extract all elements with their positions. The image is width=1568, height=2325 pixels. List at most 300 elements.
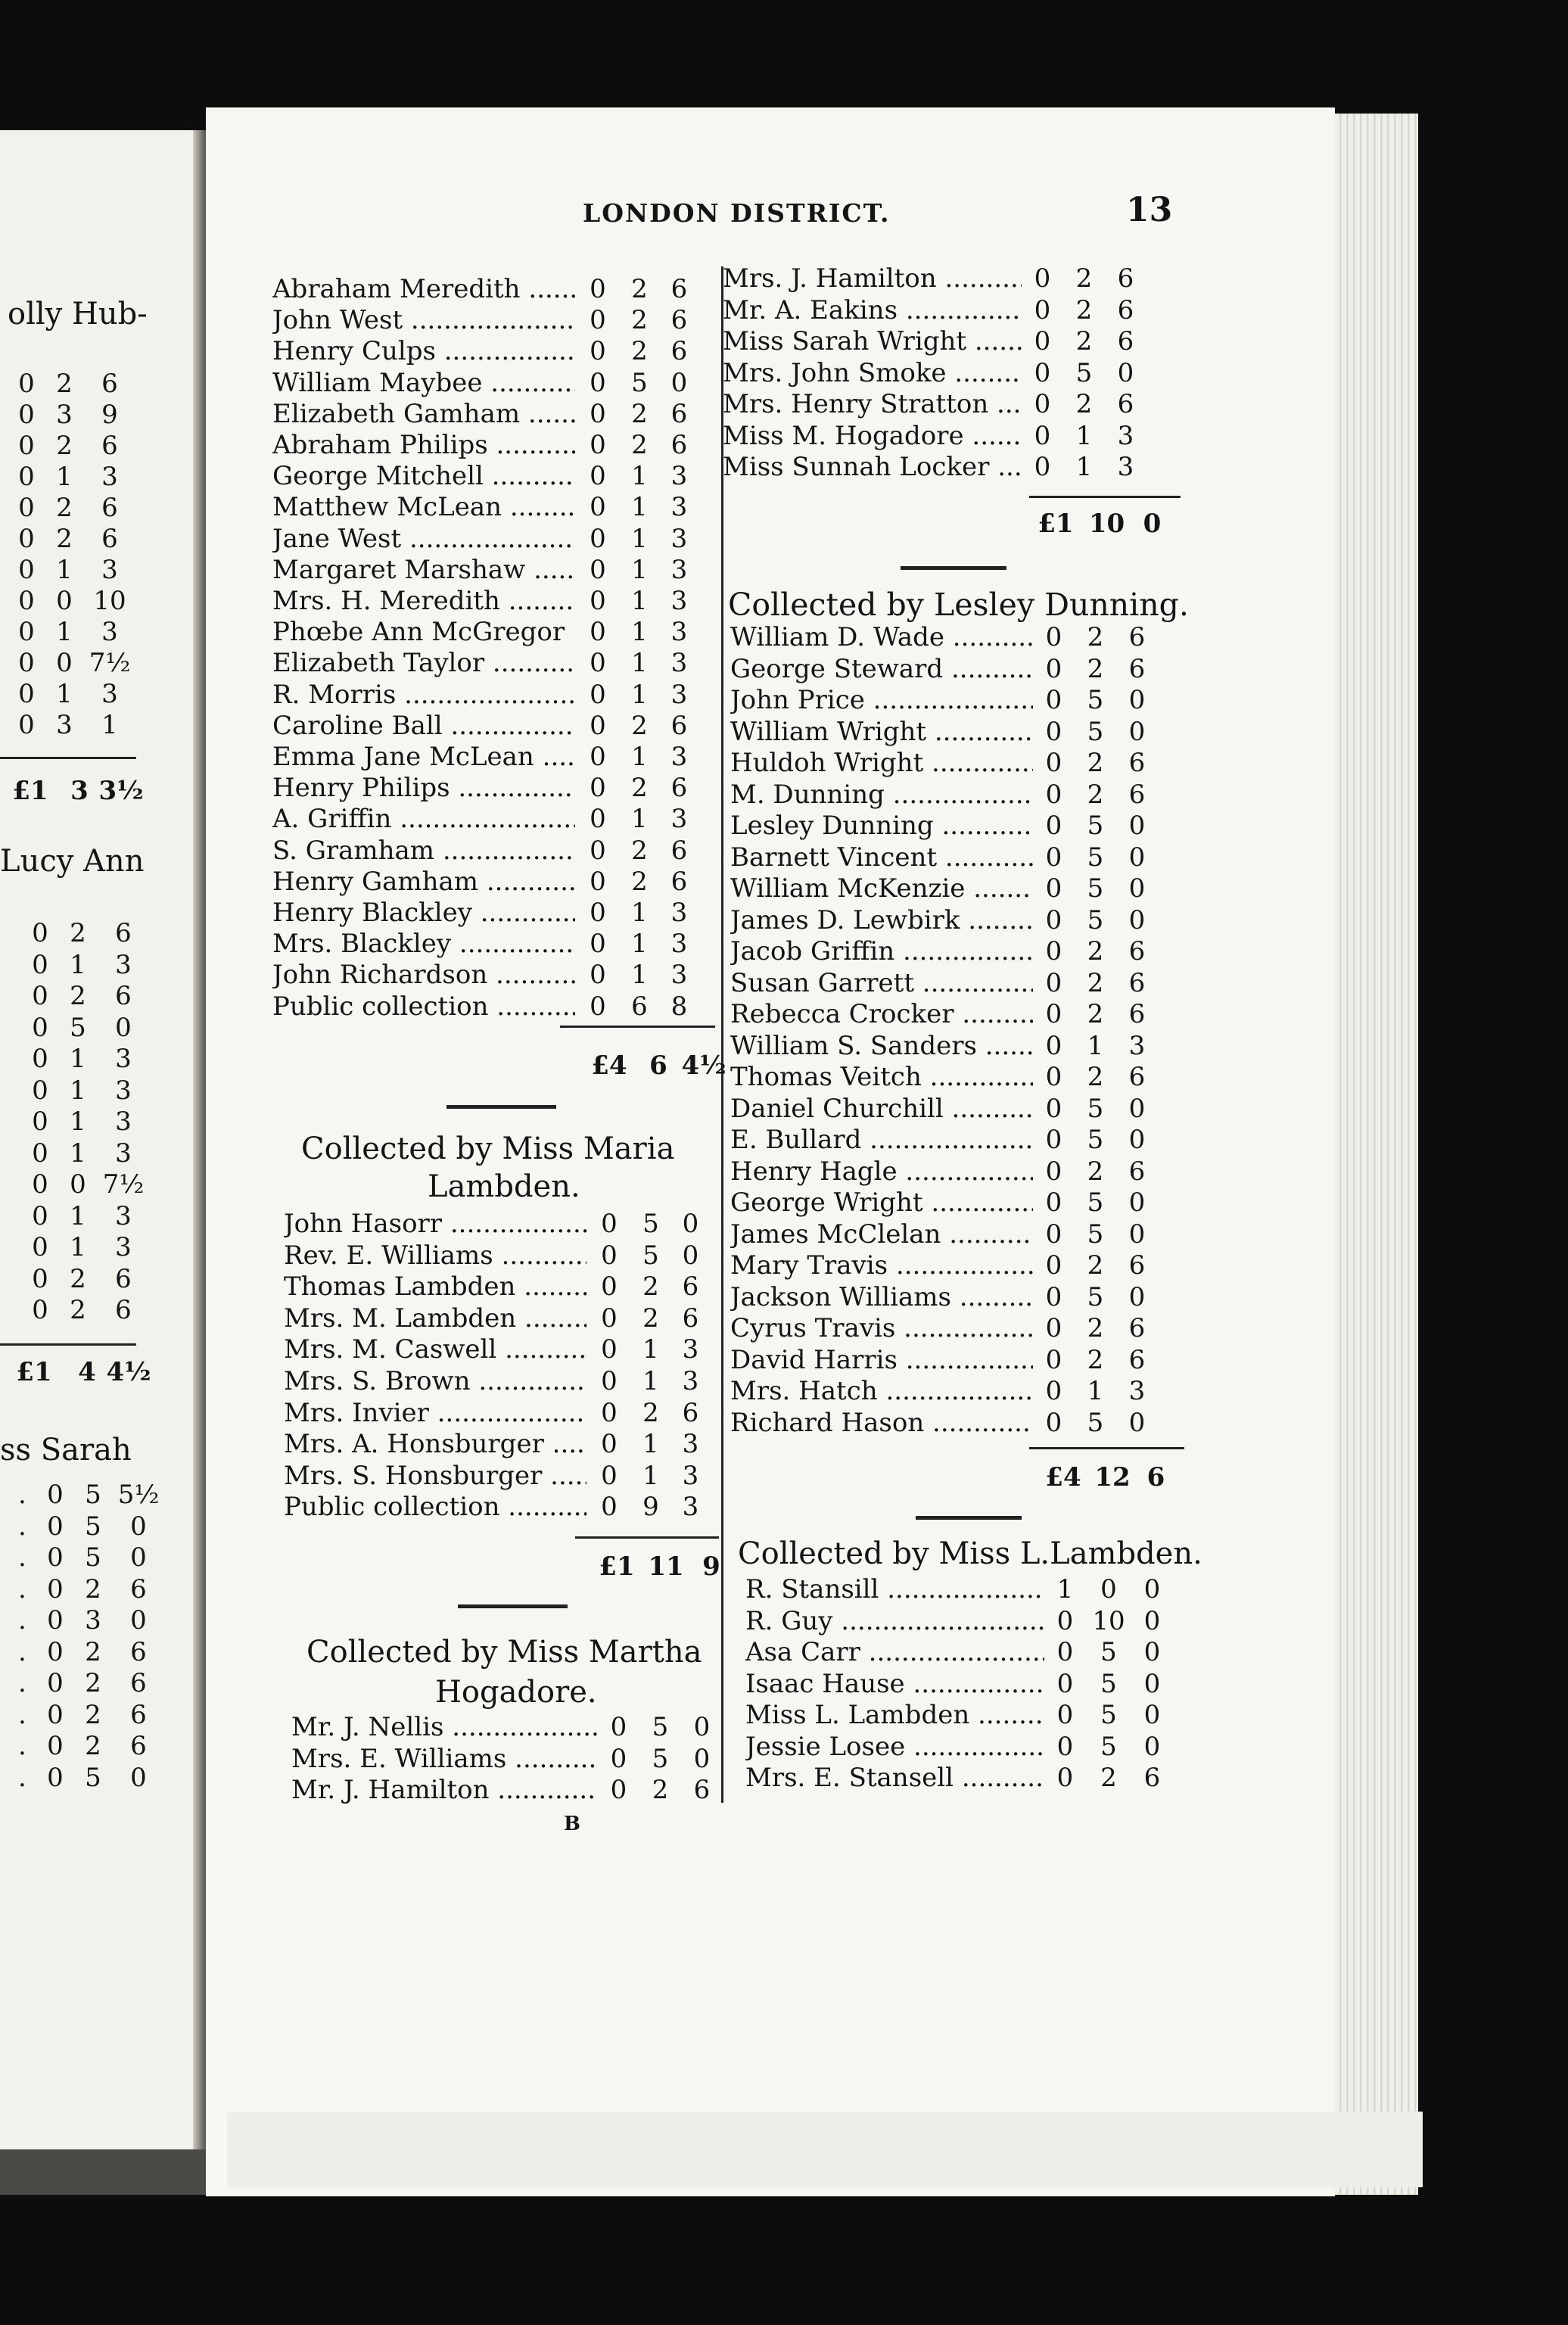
left-entry-row: [8, 493, 136, 523]
entry-amount-pence: 0: [1117, 357, 1134, 388]
entry-amount-shillings: 2: [1087, 1156, 1104, 1187]
left-entry-amount: 0: [18, 400, 35, 430]
entry-row: [272, 617, 700, 647]
left-entry-row: [18, 1731, 165, 1761]
entry-row: [730, 1345, 1158, 1375]
left-entry-amount: 5: [85, 1762, 101, 1793]
entry-row: [745, 1700, 1173, 1730]
entry-name: Henry Hagle .....: [730, 1156, 1033, 1187]
left-entry-amount: 3: [115, 1232, 132, 1262]
entry-amount-pence: 6: [682, 1303, 699, 1334]
entry-amount-pence: 0: [1128, 873, 1146, 904]
entry-amount-pence: 6: [1117, 294, 1134, 325]
left-entry-row: [18, 1542, 165, 1573]
entry-row: [272, 867, 700, 897]
entry-amount-shillings-pounds: 0: [590, 492, 606, 523]
entry-amount-pence: 3: [670, 929, 688, 960]
entry-amount-shillings-pounds: 0: [601, 1429, 618, 1460]
entry-amount-shillings: 5: [1087, 1407, 1104, 1438]
entry-name: Mrs. S. Brown .....: [284, 1366, 586, 1396]
entry-amount-shillings: 5: [1087, 842, 1104, 873]
entry-amount-shillings: 2: [642, 1397, 659, 1428]
entry-name: A. Griffin .....: [272, 804, 575, 834]
entry-amount-shillings-pounds: 0: [1056, 1731, 1074, 1762]
left-entry-amount: 6: [130, 1668, 147, 1698]
entry-name: Elizabeth Taylor .....: [272, 648, 575, 678]
entry-amount-shillings: 2: [631, 430, 648, 460]
entry-name: Rebecca Crocker .....: [730, 999, 1033, 1029]
entry-row: [745, 1763, 1173, 1793]
left-entry-amount: 2: [56, 431, 73, 461]
entry-amount-shillings: 5: [1087, 1281, 1104, 1312]
entry-amount-pence: 6: [1128, 1062, 1146, 1092]
left-entry-amount: 7½: [89, 648, 131, 678]
entry-amount-pence: 0: [1128, 685, 1146, 715]
col1-separator-1: [446, 1105, 556, 1109]
entry-amount-shillings: 2: [631, 866, 648, 897]
col2-separator-2: [916, 1516, 1022, 1520]
left-entry-amount: 0: [18, 493, 35, 523]
entry-amount-pence: 3: [682, 1460, 699, 1491]
entry-row: [272, 991, 700, 1022]
leader-dot: .: [18, 1480, 26, 1510]
left-entry-amount: 0: [18, 586, 35, 616]
entry-name: George Mitchell .....: [272, 461, 575, 491]
entry-amount-shillings: 1: [1087, 1030, 1104, 1061]
entry-row: [272, 929, 700, 959]
entry-row: [730, 622, 1158, 652]
entry-amount-shillings-pounds: 0: [1056, 1763, 1074, 1793]
left-entry-amount: 0: [18, 617, 35, 647]
entry-row: [272, 399, 700, 429]
left-entry-amount: 2: [56, 493, 73, 523]
left-entry-amount: 0: [32, 981, 48, 1011]
entry-amount-shillings-pounds: 0: [1045, 1313, 1062, 1343]
left-entry-amount: 1: [70, 949, 86, 980]
entry-amount-shillings-pounds: 0: [610, 1712, 627, 1742]
entry-row: [284, 1271, 711, 1302]
left-entry-amount: 2: [56, 369, 73, 399]
left-entry-amount: 6: [101, 493, 118, 523]
entry-amount-shillings: 2: [642, 1303, 659, 1334]
left-entry-amount: 6: [130, 1636, 147, 1667]
entry-amount-shillings-pounds: 0: [1045, 685, 1062, 715]
left-entry-amount: 3: [85, 1605, 101, 1636]
entry-amount-shillings-pounds: 0: [1045, 1407, 1062, 1438]
left-entry-amount: 0: [47, 1511, 64, 1542]
left-entry-amount: 0: [32, 1295, 48, 1325]
col1-heading-2: Collected by Miss Maria: [301, 1131, 675, 1166]
entry-amount-shillings: 2: [631, 835, 648, 866]
entry-amount-shillings: 2: [1087, 1062, 1104, 1092]
entry-amount-pence: 3: [670, 586, 688, 616]
left-entry-amount: 0: [32, 1232, 48, 1262]
entry-row: [284, 1366, 711, 1396]
left-entry-amount: 3: [56, 400, 73, 430]
left-entry-amount: 0: [47, 1699, 64, 1730]
entry-row: [272, 586, 700, 616]
entry-amount-pence: 6: [670, 398, 688, 429]
entry-amount-shillings-pounds: 0: [1045, 1281, 1062, 1312]
entry-amount-shillings: 5: [1087, 716, 1104, 747]
left-entry-amount: 0: [115, 1012, 132, 1043]
entry-amount-shillings-pounds: 0: [1045, 1344, 1062, 1375]
col1-total-2: £1 11 9: [599, 1552, 720, 1582]
entry-amount-shillings: 6: [631, 991, 648, 1022]
entry-amount-shillings: 2: [1087, 1313, 1104, 1343]
entry-row: [730, 1031, 1158, 1061]
left-total-b: £1 4 4½: [16, 1357, 151, 1387]
entry-amount-pence: 3: [670, 804, 688, 835]
entry-name: Mrs. John Smoke .....: [723, 358, 1022, 388]
left-entry-row: [18, 1480, 165, 1510]
entry-amount-pence: 0: [1143, 1668, 1161, 1699]
entry-amount-shillings: 2: [631, 773, 648, 804]
left-entry-amount: 6: [130, 1573, 147, 1604]
left-entry-amount: 3: [115, 1138, 132, 1169]
left-entry-amount: 3: [115, 1075, 132, 1106]
entry-name: William Maybee .....: [272, 368, 575, 398]
entry-amount-shillings: 1: [1075, 452, 1093, 482]
left-entry-amount: 0: [130, 1762, 147, 1793]
entry-row: [272, 492, 700, 522]
left-heading-b: Lucy Ann: [0, 844, 145, 879]
entry-row: [723, 263, 1146, 294]
left-entry-amount: 0: [47, 1636, 64, 1667]
left-entry-row: [21, 950, 150, 980]
left-entry-row: [21, 1044, 150, 1074]
entry-amount-shillings-pounds: 0: [610, 1775, 627, 1805]
left-entry-amount: 2: [70, 918, 86, 948]
left-entry-amount: 0: [56, 648, 73, 678]
left-entry-amount: 1: [101, 710, 118, 740]
entry-name: Cyrus Travis .....: [730, 1313, 1033, 1343]
entry-amount-shillings: 2: [1087, 748, 1104, 778]
col1-heading-3-cont: Hogadore.: [435, 1675, 597, 1710]
entry-amount-shillings-pounds: 0: [601, 1397, 618, 1428]
left-entry-amount: 1: [70, 1200, 86, 1231]
left-entry-amount: 1: [56, 462, 73, 492]
entry-amount-pence: 6: [682, 1271, 699, 1303]
left-entry-amount: 0: [32, 1044, 48, 1074]
entry-name: Thomas Veitch .....: [730, 1062, 1033, 1092]
entry-row: [272, 555, 700, 585]
left-entry-row: [21, 1295, 150, 1325]
leader-dot: .: [18, 1731, 26, 1761]
entry-amount-shillings-pounds: 0: [1045, 1156, 1062, 1187]
col2-total-2: £4 12 6: [1045, 1462, 1165, 1492]
entry-name: Elizabeth Gamham .....: [272, 399, 575, 429]
entry-amount-pence: 0: [1143, 1605, 1161, 1636]
left-entry-amount: 5: [85, 1480, 101, 1510]
left-entry-amount: 1: [70, 1138, 86, 1169]
entry-amount-shillings: 5: [652, 1743, 669, 1774]
entry-row: [723, 295, 1146, 325]
entry-amount-shillings-pounds: 0: [1045, 1093, 1062, 1124]
left-entry-amount: 0: [32, 1075, 48, 1106]
entry-name: Henry Blackley .....: [272, 898, 575, 928]
left-entry-amount: 2: [85, 1636, 101, 1667]
entry-row: [284, 1334, 711, 1365]
entry-amount-pence: 6: [1143, 1763, 1161, 1793]
entry-name: Thomas Lambden .....: [284, 1271, 586, 1302]
left-entry-amount: 6: [130, 1699, 147, 1730]
entry-amount-shillings-pounds: 0: [590, 274, 606, 304]
left-entry-amount: 0: [70, 1169, 86, 1200]
entry-name: Lesley Dunning .....: [730, 811, 1033, 841]
entry-amount-shillings-pounds: 0: [590, 773, 606, 804]
entry-name: Daniel Churchill .....: [730, 1094, 1033, 1124]
entry-name: Mrs. Invier .....: [284, 1398, 586, 1428]
entry-amount-pence: 6: [1128, 653, 1146, 684]
entry-row: [723, 358, 1146, 388]
entry-row: [272, 680, 700, 710]
entry-row: [730, 873, 1158, 904]
entry-amount-pence: 0: [682, 1209, 699, 1239]
left-entry-amount: 6: [115, 981, 132, 1011]
left-entry-amount: 0: [32, 1169, 48, 1200]
left-entry-amount: 0: [18, 462, 35, 492]
entry-name: R. Morris .....: [272, 680, 575, 710]
entry-row: [730, 685, 1158, 715]
entry-name: Emma Jane McLean .....: [272, 742, 575, 772]
entry-name: William Wright .....: [730, 717, 1033, 747]
page-number: 13: [1126, 191, 1173, 229]
page-bottom-margin: [227, 2112, 1423, 2187]
entry-amount-shillings: 1: [631, 523, 648, 554]
entry-amount-pence: 3: [682, 1334, 699, 1365]
entry-name: Mrs. Hatch .....: [730, 1376, 1033, 1406]
entry-amount-pence: 6: [670, 274, 688, 304]
left-entry-amount: 6: [115, 1263, 132, 1294]
left-entry-amount: 1: [70, 1106, 86, 1137]
entry-amount-shillings: 5: [1087, 873, 1104, 904]
entry-row: [745, 1606, 1173, 1636]
entry-amount-shillings: 2: [631, 274, 648, 304]
entry-amount-pence: 3: [670, 523, 688, 554]
entry-row: [291, 1712, 723, 1742]
entry-amount-shillings-pounds: 0: [1034, 294, 1051, 325]
entry-amount-shillings: 1: [631, 960, 648, 991]
entry-amount-shillings: 2: [1075, 294, 1093, 325]
left-entry-amount: 0: [32, 949, 48, 980]
left-entry-amount: 6: [101, 369, 118, 399]
left-entry-amount: 2: [70, 1263, 86, 1294]
left-entry-amount: 6: [130, 1731, 147, 1761]
entry-row: [284, 1492, 711, 1522]
entry-name: Mrs. A. Honsburger .....: [284, 1429, 586, 1459]
entry-row: [730, 842, 1158, 873]
entry-amount-shillings: 1: [642, 1460, 659, 1491]
left-entry-row: [18, 1605, 165, 1636]
entry-amount-shillings-pounds: 0: [590, 991, 606, 1022]
left-entry-amount: 2: [56, 524, 73, 554]
entry-row: [272, 898, 700, 928]
left-entry-row: [8, 648, 136, 678]
left-entry-amount: 0: [130, 1542, 147, 1573]
entry-amount-shillings: 1: [642, 1366, 659, 1396]
left-entry-amount: 3: [101, 617, 118, 647]
entry-amount-shillings-pounds: 0: [590, 742, 606, 772]
entry-amount-shillings: 1: [631, 461, 648, 492]
entry-amount-shillings-pounds: 0: [1056, 1637, 1074, 1667]
entry-amount-pence: 0: [1128, 1125, 1146, 1155]
entry-amount-shillings-pounds: 0: [590, 336, 606, 367]
entry-name: James D. Lewbirk .....: [730, 905, 1033, 935]
entry-amount-shillings: 1: [1087, 1376, 1104, 1406]
left-entry-amount: 6: [115, 918, 132, 948]
entry-amount-shillings-pounds: 0: [1045, 904, 1062, 935]
entry-name: Mrs. H. Meredith .....: [272, 586, 575, 616]
entry-amount-shillings-pounds: 0: [590, 523, 606, 554]
entry-amount-shillings: 5: [1075, 357, 1093, 388]
left-entry-amount: 1: [70, 1075, 86, 1106]
entry-amount-pence: 0: [693, 1743, 711, 1774]
entry-name: Abraham Philips .....: [272, 430, 575, 460]
entry-amount-shillings-pounds: 0: [590, 461, 606, 492]
entry-amount-pence: 6: [1128, 967, 1146, 998]
left-entry-row: [8, 617, 136, 647]
entry-amount-shillings: 5: [652, 1712, 669, 1742]
left-entry-row: [21, 1169, 150, 1200]
entry-amount-pence: 3: [670, 492, 688, 523]
entry-amount-pence: 0: [1143, 1637, 1161, 1667]
entry-row: [291, 1744, 723, 1774]
left-entry-amount: 5: [85, 1542, 101, 1573]
entry-amount-shillings-pounds: 0: [601, 1366, 618, 1396]
entry-row: [745, 1732, 1173, 1762]
entry-amount-shillings-pounds: 0: [590, 960, 606, 991]
entry-amount-shillings: 2: [631, 336, 648, 367]
entry-name: Public collection .....: [272, 991, 575, 1022]
entry-amount-shillings-pounds: 0: [1045, 999, 1062, 1029]
entry-amount-shillings: 2: [1075, 263, 1093, 294]
entry-name: William S. Sanders .....: [730, 1031, 1033, 1061]
entry-amount-shillings-pounds: 0: [1045, 1250, 1062, 1281]
entry-amount-shillings: 9: [642, 1492, 659, 1523]
left-entry-row: [21, 1232, 150, 1262]
entry-amount-pence: 3: [670, 617, 688, 648]
left-entry-amount: 3: [115, 949, 132, 980]
left-entry-amount: 1: [70, 1232, 86, 1262]
entry-amount-shillings: 5: [1087, 1125, 1104, 1155]
entry-row: [730, 1062, 1158, 1092]
entry-name: Susan Garrett .....: [730, 968, 1033, 998]
entry-amount-pence: 0: [1128, 904, 1146, 935]
entry-amount-shillings: 5: [631, 367, 648, 398]
leader-dot: .: [18, 1573, 26, 1604]
left-entry-amount: 10: [93, 586, 126, 616]
entry-amount-pence: 3: [1117, 420, 1134, 451]
entry-row: [730, 811, 1158, 841]
signature-mark: B: [564, 1813, 580, 1835]
entry-amount-shillings-pounds: 0: [1045, 748, 1062, 778]
left-entry-amount: 0: [18, 648, 35, 678]
entry-row: [730, 1250, 1158, 1281]
left-entry-row: [8, 555, 136, 585]
entry-amount-pence: 6: [1128, 1344, 1146, 1375]
left-entry-row: [21, 1075, 150, 1106]
entry-amount-shillings-pounds: 0: [610, 1743, 627, 1774]
entry-name: Mr. J. Nellis .....: [291, 1712, 598, 1742]
entry-amount-shillings-pounds: 0: [590, 398, 606, 429]
left-entry-amount: 0: [47, 1762, 64, 1793]
entry-name: George Wright .....: [730, 1187, 1033, 1218]
entry-name: George Steward .....: [730, 654, 1033, 684]
entry-row: [291, 1775, 723, 1805]
entry-amount-shillings: 2: [1087, 1250, 1104, 1281]
entry-amount-shillings: 5: [1087, 904, 1104, 935]
left-entry-amount: 0: [47, 1605, 64, 1636]
left-entry-row: [21, 1201, 150, 1231]
entry-name: Jackson Williams .....: [730, 1282, 1033, 1312]
entry-row: [272, 711, 700, 741]
left-entry-row: [18, 1574, 165, 1604]
entry-row: [745, 1637, 1173, 1667]
entry-name: John Hasorr .....: [284, 1209, 586, 1239]
entry-amount-pence: 6: [670, 305, 688, 336]
entry-name: Mr. J. Hamilton .....: [291, 1775, 598, 1805]
entry-amount-shillings-pounds: 0: [601, 1209, 618, 1239]
entry-name: Mr. A. Eakins .....: [723, 295, 1022, 325]
entry-row: [284, 1240, 711, 1271]
entry-amount-shillings-pounds: 0: [601, 1492, 618, 1523]
leader-dot: .: [18, 1668, 26, 1698]
entry-name: Caroline Ball .....: [272, 711, 575, 741]
entry-amount-shillings-pounds: 0: [590, 898, 606, 928]
entry-row: [730, 1219, 1158, 1250]
left-entry-amount: 0: [130, 1511, 147, 1542]
entry-amount-shillings-pounds: 0: [1034, 389, 1051, 419]
leader-dot: .: [18, 1605, 26, 1636]
entry-amount-shillings: 5: [1100, 1700, 1117, 1730]
entry-name: Abraham Meredith .....: [272, 274, 575, 304]
left-rule-b: [0, 1343, 136, 1346]
entry-amount-pence: 6: [1128, 1250, 1146, 1281]
entry-amount-shillings: 2: [642, 1271, 659, 1303]
left-entry-row: [8, 431, 136, 461]
entry-row: [284, 1303, 711, 1334]
entry-amount-shillings: 1: [631, 898, 648, 928]
entry-amount-shillings: 1: [642, 1334, 659, 1365]
entry-name: R. Stansill .....: [745, 1574, 1044, 1604]
left-entry-amount: 3: [56, 710, 73, 740]
entry-name: Mrs. Blackley .....: [272, 929, 575, 959]
entry-amount-shillings: 5: [1100, 1731, 1117, 1762]
entry-name: Huldoh Wright .....: [730, 748, 1033, 778]
entry-amount-shillings-pounds: 0: [590, 648, 606, 679]
left-entry-row: [21, 981, 150, 1011]
left-entry-amount: 0: [18, 431, 35, 461]
leader-dot: .: [18, 1636, 26, 1667]
entry-name: Henry Philips .....: [272, 773, 575, 803]
entry-row: [723, 326, 1146, 356]
entry-row: [284, 1209, 711, 1239]
entry-amount-pence: 3: [670, 648, 688, 679]
left-entry-amount: 6: [115, 1295, 132, 1325]
entry-amount-shillings-pounds: 0: [1045, 1219, 1062, 1250]
entry-amount-shillings: 1: [631, 648, 648, 679]
entry-amount-shillings-pounds: 0: [590, 710, 606, 741]
entry-name: Barnett Vincent .....: [730, 842, 1033, 873]
entry-row: [272, 836, 700, 866]
entry-name: David Harris .....: [730, 1345, 1033, 1375]
left-entry-amount: 0: [18, 679, 35, 709]
leader-dot: .: [18, 1542, 26, 1573]
entry-amount-shillings: 2: [631, 305, 648, 336]
left-entry-row: [18, 1763, 165, 1793]
entry-amount-pence: 3: [670, 742, 688, 772]
